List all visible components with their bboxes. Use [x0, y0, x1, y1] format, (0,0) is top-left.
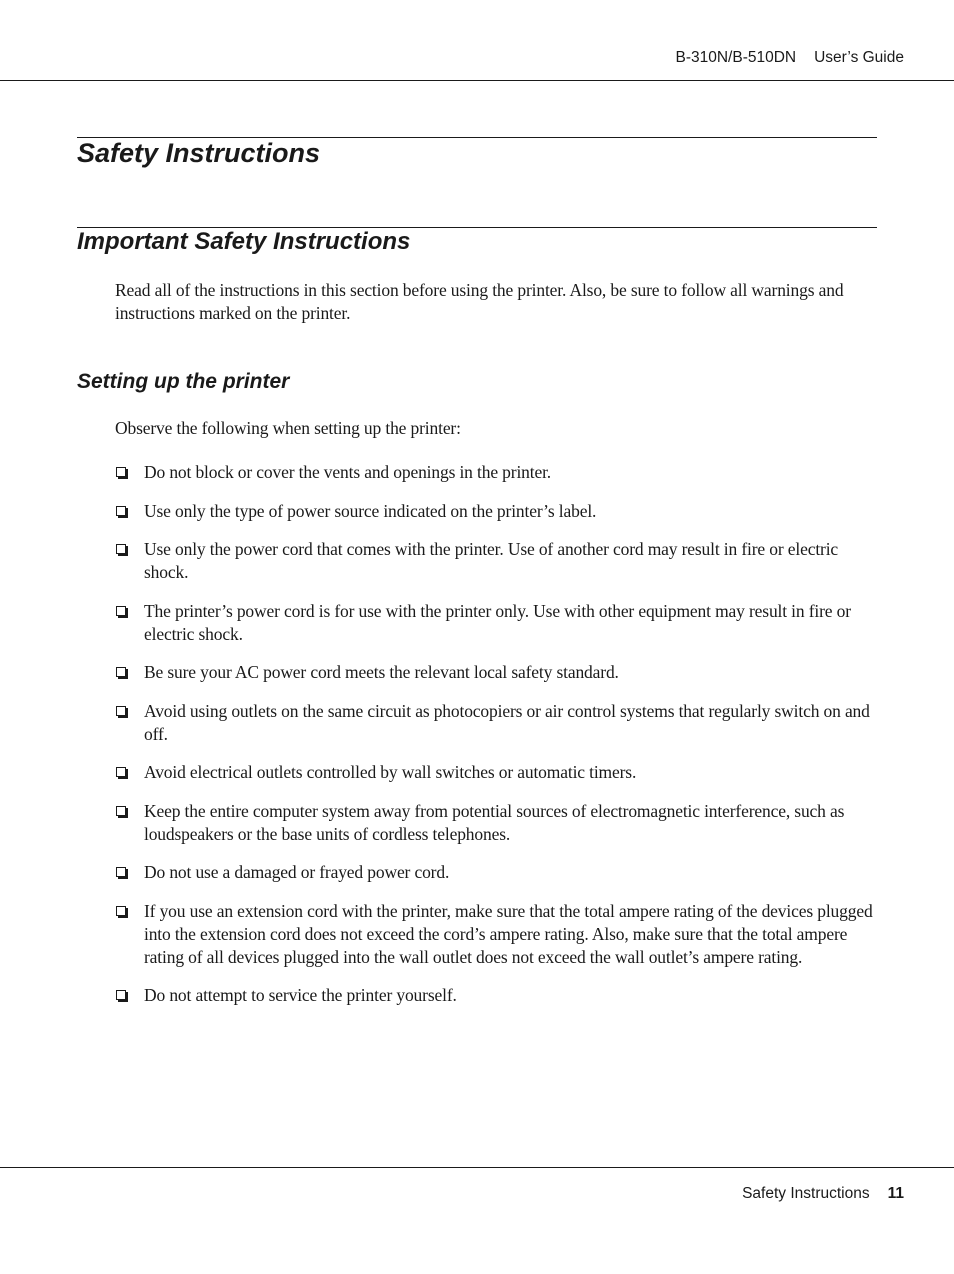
checkbox-bullet-icon — [116, 990, 126, 1000]
list-item — [115, 700, 880, 746]
section-intro: Read all of the instructions in this section before using the printer. Also, be sure to follow all warnings and instructions marked on the printer. — [115, 280, 844, 323]
section-heading: Important Safety Instructions — [77, 228, 411, 255]
footer-section: Safety Instructions — [742, 1185, 870, 1202]
footer-rule — [0, 1167, 954, 1168]
list-item — [115, 661, 880, 684]
checkbox-bullet-icon — [116, 806, 126, 816]
header-model: B-310N/B-510DN — [675, 49, 797, 66]
page-footer — [742, 1185, 904, 1203]
list-item-text: Keep the entire computer system away from potential sources of electromagnetic interference, such as loudspeakers or the base units of cordless telephones. — [144, 800, 845, 844]
checkbox-bullet-icon — [116, 906, 126, 916]
list-item-text: If you use an extension cord with the printer, make sure that the total ampere rating of the devices plugged into the extension cord does not exceed the cord’s ampere rating. Also, make sure that the total ampere rating of all devices plugged into the wall outlet does not exceed the wall outlet’s ampere rating. — [144, 900, 873, 967]
instruction-list — [115, 461, 880, 1023]
list-item-text: Do not attempt to service the printer yourself. — [144, 985, 457, 1005]
list-item-text: Avoid electrical outlets controlled by wall switches or automatic timers. — [144, 762, 637, 782]
checkbox-bullet-icon — [116, 867, 126, 877]
list-item-text: Use only the power cord that comes with the printer. Use of another cord may result in fire or electric shock. — [144, 539, 839, 582]
list-item-text: The printer’s power cord is for use with the printer only. Use with other equipment may result in fire or electric shock. — [144, 600, 851, 644]
list-item-text: Be sure your AC power cord meets the relevant local safety standard. — [144, 662, 619, 682]
list-item-text: Use only the type of power source indicated on the printer’s label. — [144, 500, 597, 521]
header-rule — [0, 80, 954, 81]
list-item — [115, 861, 880, 884]
list-item — [115, 500, 880, 523]
list-item — [115, 900, 880, 969]
list-item — [115, 461, 880, 484]
list-item — [115, 984, 880, 1007]
checkbox-bullet-icon — [116, 467, 126, 477]
list-item — [115, 800, 880, 846]
checkbox-bullet-icon — [116, 506, 126, 516]
list-item-text: Do not block or cover the vents and openings in the printer. — [144, 462, 552, 482]
page-number: 11 — [887, 1185, 904, 1202]
list-item — [115, 600, 880, 646]
list-item-text: Do not use a damaged or frayed power cord. — [144, 862, 450, 882]
checkbox-bullet-icon — [116, 706, 126, 716]
subsection-intro: Observe the following when setting up the printer: — [115, 418, 461, 438]
list-item-text: Avoid using outlets on the same circuit as photocopiers or air control systems that regularly switch on and off. — [144, 700, 870, 744]
page-header — [676, 49, 905, 67]
checkbox-bullet-icon — [116, 667, 126, 677]
list-item — [115, 538, 880, 584]
page-title: Safety Instructions — [77, 138, 321, 168]
header-guide-title: User’s Guide — [814, 49, 904, 66]
list-item — [115, 761, 880, 784]
checkbox-bullet-icon — [116, 767, 126, 777]
checkbox-bullet-icon — [116, 606, 126, 616]
subsection-heading: Setting up the printer — [77, 370, 290, 393]
checkbox-bullet-icon — [116, 544, 126, 554]
